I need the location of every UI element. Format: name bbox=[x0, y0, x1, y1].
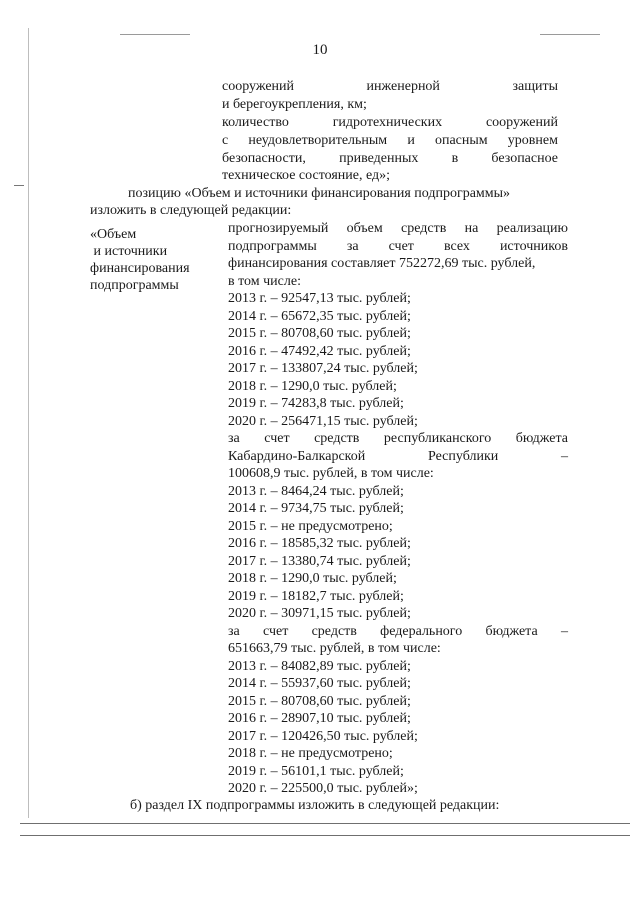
indicator-line bbox=[222, 78, 558, 95]
label-line: подпрограммы bbox=[90, 278, 179, 293]
indicator-line-word: безопасное bbox=[491, 151, 558, 166]
total-financing-line bbox=[228, 255, 568, 272]
total-financing-line-word: источников bbox=[499, 238, 568, 254]
republic-budget-line-word: республиканского bbox=[383, 431, 492, 446]
republic-year-item: 2015 г. – не предусмотрено; bbox=[228, 518, 393, 534]
republic-year-item: 2014 г. – 9734,75 тыс. рублей; bbox=[228, 501, 404, 516]
indicator-line-word: сооружений bbox=[222, 79, 295, 94]
total-financing-line-word: в том числе: bbox=[228, 273, 301, 289]
intro-line-2: изложить в следующей редакции: bbox=[90, 203, 292, 218]
republic-year-item: 2013 г. – 8464,24 тыс. рублей; bbox=[228, 483, 404, 499]
federal-budget-line-word: федерального bbox=[380, 623, 463, 639]
intro-line-1: позицию «Объем и источники финансирования подпрограммы» bbox=[128, 186, 511, 201]
total-year-item: 2017 г. – 133807,24 тыс. рублей; bbox=[228, 361, 418, 376]
indicator-line-word: и берегоукрепления, км; bbox=[222, 97, 367, 112]
republic-budget-line-word: средств bbox=[314, 431, 360, 446]
indicator-line-word: инженерной bbox=[366, 79, 440, 94]
header-rule-left bbox=[120, 34, 190, 35]
federal-budget-line-word: счет bbox=[263, 623, 289, 639]
federal-year-item: 2019 г. – 56101,1 тыс. рублей; bbox=[228, 763, 404, 779]
federal-budget-line-word: 651663,79 тыс. рублей, в том числе: bbox=[228, 641, 441, 656]
republic-budget-line-word: счет bbox=[264, 431, 290, 446]
republic-budget-line-word: 100608,9 тыс. рублей, в том числе: bbox=[228, 466, 434, 481]
federal-year-item: 2013 г. – 84082,89 тыс. рублей; bbox=[228, 658, 411, 674]
federal-budget-line-word: за bbox=[228, 623, 240, 639]
indicator-line-word: и bbox=[407, 133, 415, 148]
republic-year-item: 2019 г. – 18182,7 тыс. рублей; bbox=[228, 588, 404, 604]
indicator-line-word: приведенных bbox=[339, 151, 419, 166]
indicator-line bbox=[222, 96, 558, 113]
indicator-line-word: защиты bbox=[512, 79, 558, 94]
bottom-rule-2 bbox=[20, 835, 630, 836]
federal-year-item: 2017 г. – 120426,50 тыс. рублей; bbox=[228, 728, 418, 744]
indicator-line bbox=[222, 167, 558, 184]
federal-budget-line bbox=[228, 623, 568, 640]
total-financing-line-word: средств bbox=[401, 221, 447, 236]
bottom-rule-1 bbox=[20, 823, 630, 824]
republic-budget-line-word: Кабардино-Балкарской bbox=[228, 448, 366, 464]
label-line: и источники bbox=[90, 244, 168, 259]
scan-edge-line bbox=[28, 28, 29, 818]
total-financing-line-word: за bbox=[346, 238, 359, 254]
total-financing-line-word: прогнозируемый bbox=[228, 221, 329, 236]
total-financing-line-word: подпрограммы bbox=[228, 238, 317, 254]
indicator-line-word: сооружений bbox=[485, 115, 558, 130]
indicator-line bbox=[222, 114, 558, 131]
total-financing-line bbox=[228, 273, 568, 290]
total-financing-line-word: реализацию bbox=[496, 221, 568, 236]
indicator-line-word: количество bbox=[222, 115, 289, 130]
total-financing-line bbox=[228, 220, 568, 237]
indicator-line bbox=[222, 132, 558, 149]
federal-budget-line-word: средств bbox=[311, 623, 357, 639]
total-financing-line-word: финансирования составляет 752272,69 тыс. рублей, bbox=[228, 256, 536, 271]
indicator-line-word: безопасности, bbox=[222, 151, 306, 166]
total-financing-line-word: на bbox=[464, 221, 479, 236]
republic-budget-line-word: – bbox=[561, 448, 568, 464]
federal-year-item: 2020 г. – 225500,0 тыс. рублей»; bbox=[228, 781, 418, 796]
indicator-line bbox=[222, 150, 558, 167]
indicator-line-word: гидротехнических bbox=[332, 115, 443, 130]
indicator-line-word: уровнем bbox=[507, 133, 558, 148]
header-rule-right bbox=[540, 34, 600, 35]
total-year-item: 2019 г. – 74283,8 тыс. рублей; bbox=[228, 396, 404, 411]
federal-year-item: 2016 г. – 28907,10 тыс. рублей; bbox=[228, 711, 411, 726]
total-financing-line-word: всех bbox=[443, 238, 470, 254]
label-line: финансирования bbox=[90, 261, 190, 276]
republic-year-item: 2018 г. – 1290,0 тыс. рублей; bbox=[228, 571, 397, 586]
republic-year-item: 2020 г. – 30971,15 тыс. рублей; bbox=[228, 606, 411, 621]
republic-budget-line bbox=[228, 465, 568, 482]
indicator-line-word: опасным bbox=[434, 133, 488, 148]
indicator-line-word: неудовлетворительным bbox=[248, 133, 388, 148]
total-year-item: 2014 г. – 65672,35 тыс. рублей; bbox=[228, 308, 411, 324]
total-year-item: 2013 г. – 92547,13 тыс. рублей; bbox=[228, 291, 411, 306]
indicator-line-word: техническое состояние, ед»; bbox=[222, 168, 391, 183]
total-year-item: 2016 г. – 47492,42 тыс. рублей; bbox=[228, 343, 411, 359]
closing-line: б) раздел IX подпрограммы изложить в следующей редакции: bbox=[130, 798, 500, 813]
republic-budget-line-word: за bbox=[228, 431, 240, 446]
federal-budget-line bbox=[228, 640, 568, 657]
indicator-line-word: с bbox=[222, 133, 229, 148]
label-line: «Объем bbox=[90, 227, 137, 242]
federal-budget-line-word: – bbox=[560, 623, 568, 639]
republic-year-item: 2017 г. – 13380,74 тыс. рублей; bbox=[228, 553, 411, 569]
total-year-item: 2020 г. – 256471,15 тыс. рублей; bbox=[228, 413, 418, 429]
federal-year-item: 2018 г. – не предусмотрено; bbox=[228, 746, 393, 761]
total-financing-line-word: объем bbox=[346, 221, 383, 236]
total-financing-line-word: счет bbox=[388, 238, 414, 254]
republic-budget-line bbox=[228, 430, 568, 447]
margin-mark bbox=[14, 185, 24, 186]
total-year-item: 2015 г. – 80708,60 тыс. рублей; bbox=[228, 326, 411, 341]
federal-year-item: 2015 г. – 80708,60 тыс. рублей; bbox=[228, 693, 411, 709]
republic-budget-line bbox=[228, 448, 568, 465]
republic-year-item: 2016 г. – 18585,32 тыс. рублей; bbox=[228, 536, 411, 551]
page-number: 10 bbox=[312, 42, 328, 58]
federal-budget-line-word: бюджета bbox=[485, 623, 538, 639]
federal-year-item: 2014 г. – 55937,60 тыс. рублей; bbox=[228, 676, 411, 691]
total-year-item: 2018 г. – 1290,0 тыс. рублей; bbox=[228, 378, 397, 394]
total-financing-line bbox=[228, 238, 568, 255]
republic-budget-line-word: бюджета bbox=[515, 431, 568, 446]
republic-budget-line-word: Республики bbox=[428, 448, 499, 464]
indicator-line-word: в bbox=[451, 151, 459, 166]
